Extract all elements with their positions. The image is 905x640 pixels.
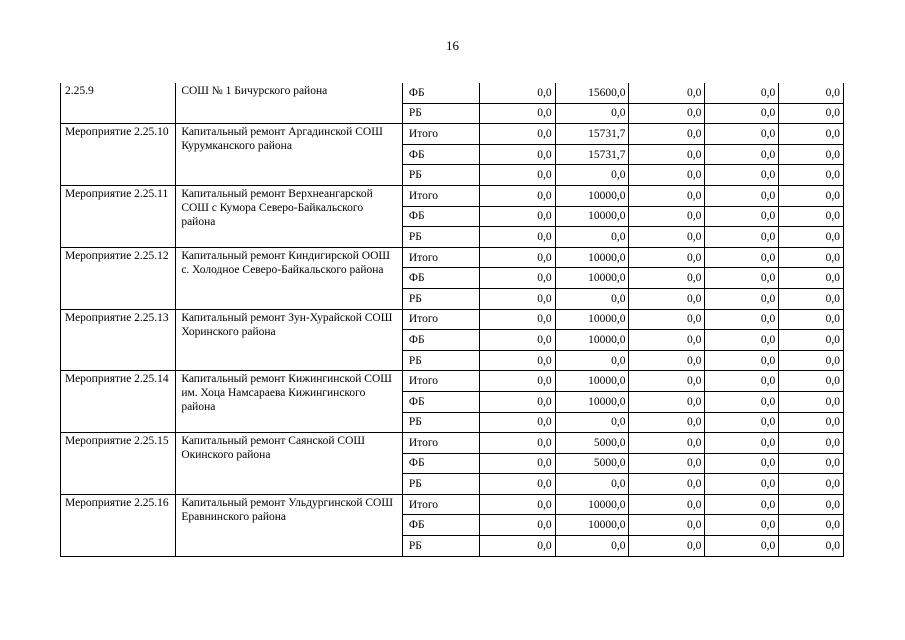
amount-cell: 10000,0: [555, 206, 629, 227]
table-row: [61, 371, 844, 392]
amount-cell: 0,0: [479, 268, 555, 289]
amount-cell: 0,0: [705, 83, 779, 103]
funding-source: РБ: [402, 536, 479, 557]
funding-source: Итого: [402, 371, 479, 392]
funding-source: ФБ: [402, 144, 479, 165]
amount-cell: 0,0: [705, 515, 779, 536]
table-row: [61, 83, 844, 103]
amount-cell: 10000,0: [555, 391, 629, 412]
page-number: 16: [446, 38, 459, 53]
amount-cell: 0,0: [779, 350, 844, 371]
funding-source: Итого: [402, 185, 479, 206]
activity-code: Мероприятие 2.25.15: [61, 433, 176, 495]
amount-cell: 0,0: [705, 474, 779, 495]
amount-cell: 0,0: [779, 309, 844, 330]
amount-cell: 0,0: [479, 83, 555, 103]
amount-cell: 0,0: [779, 391, 844, 412]
amount-cell: 0,0: [779, 227, 844, 248]
amount-cell: 0,0: [705, 144, 779, 165]
amount-cell: 0,0: [779, 165, 844, 186]
funding-source: ФБ: [402, 391, 479, 412]
amount-cell: 0,0: [629, 206, 705, 227]
funding-source: РБ: [402, 165, 479, 186]
amount-cell: 0,0: [479, 165, 555, 186]
funding-source: ФБ: [402, 330, 479, 351]
activity-code: Мероприятие 2.25.12: [61, 247, 176, 309]
table-row: [61, 433, 844, 454]
amount-cell: 10000,0: [555, 309, 629, 330]
amount-cell: 0,0: [479, 494, 555, 515]
amount-cell: 0,0: [629, 350, 705, 371]
amount-cell: 0,0: [629, 391, 705, 412]
activity-code: Мероприятие 2.25.10: [61, 124, 176, 186]
funding-source: Итого: [402, 494, 479, 515]
amount-cell: 0,0: [555, 474, 629, 495]
amount-cell: 0,0: [629, 103, 705, 124]
amount-cell: 0,0: [629, 144, 705, 165]
activity-name: Капитальный ремонт Кижингинской СОШ им. Хоца Намсараева Кижингинского района: [176, 371, 403, 433]
table-row: [61, 185, 844, 206]
activity-code: Мероприятие 2.25.11: [61, 185, 176, 247]
amount-cell: 0,0: [779, 536, 844, 557]
amount-cell: 0,0: [555, 412, 629, 433]
amount-cell: 0,0: [779, 103, 844, 124]
amount-cell: 0,0: [479, 371, 555, 392]
amount-cell: 0,0: [779, 453, 844, 474]
amount-cell: 0,0: [779, 474, 844, 495]
amount-cell: 0,0: [705, 453, 779, 474]
activity-name: Капитальный ремонт Аргадинской СОШ Курумканского района: [176, 124, 403, 186]
amount-cell: 0,0: [629, 453, 705, 474]
amount-cell: 10000,0: [555, 515, 629, 536]
amount-cell: 0,0: [779, 494, 844, 515]
amount-cell: 0,0: [705, 247, 779, 268]
amount-cell: 0,0: [629, 412, 705, 433]
amount-cell: 0,0: [705, 412, 779, 433]
amount-cell: 0,0: [555, 536, 629, 557]
activity-name: Капитальный ремонт Зун-Хурайской СОШ Хоринского района: [176, 309, 403, 371]
funding-source: ФБ: [402, 206, 479, 227]
amount-cell: 0,0: [555, 288, 629, 309]
amount-cell: 0,0: [479, 350, 555, 371]
amount-cell: 15600,0: [555, 83, 629, 103]
amount-cell: 0,0: [705, 371, 779, 392]
amount-cell: 0,0: [479, 144, 555, 165]
amount-cell: 0,0: [705, 165, 779, 186]
amount-cell: 0,0: [779, 412, 844, 433]
amount-cell: 0,0: [779, 433, 844, 454]
amount-cell: 0,0: [479, 515, 555, 536]
amount-cell: 0,0: [779, 124, 844, 145]
amount-cell: 0,0: [779, 247, 844, 268]
amount-cell: 0,0: [705, 330, 779, 351]
amount-cell: 0,0: [629, 330, 705, 351]
amount-cell: 0,0: [479, 247, 555, 268]
amount-cell: 10000,0: [555, 247, 629, 268]
table-row: [61, 247, 844, 268]
activity-code: Мероприятие 2.25.13: [61, 309, 176, 371]
funding-source: РБ: [402, 288, 479, 309]
amount-cell: 0,0: [779, 330, 844, 351]
amount-cell: 0,0: [479, 185, 555, 206]
amount-cell: 0,0: [479, 391, 555, 412]
amount-cell: 0,0: [779, 144, 844, 165]
table-row: [61, 124, 844, 145]
amount-cell: 0,0: [705, 185, 779, 206]
amount-cell: 0,0: [479, 103, 555, 124]
amount-cell: 5000,0: [555, 453, 629, 474]
amount-cell: 0,0: [629, 185, 705, 206]
amount-cell: 0,0: [629, 247, 705, 268]
amount-cell: 0,0: [705, 536, 779, 557]
amount-cell: 0,0: [629, 124, 705, 145]
amount-cell: 0,0: [555, 227, 629, 248]
amount-cell: 0,0: [705, 433, 779, 454]
amount-cell: 0,0: [629, 515, 705, 536]
amount-cell: 0,0: [779, 83, 844, 103]
amount-cell: 0,0: [629, 371, 705, 392]
amount-cell: 0,0: [479, 433, 555, 454]
amount-cell: 0,0: [705, 268, 779, 289]
funding-source: Итого: [402, 124, 479, 145]
amount-cell: 15731,7: [555, 124, 629, 145]
amount-cell: 0,0: [779, 515, 844, 536]
amount-cell: 0,0: [629, 536, 705, 557]
amount-cell: 0,0: [629, 227, 705, 248]
funding-source: РБ: [402, 412, 479, 433]
amount-cell: 0,0: [779, 288, 844, 309]
table-row: [61, 309, 844, 330]
amount-cell: 0,0: [629, 474, 705, 495]
funding-source: ФБ: [402, 453, 479, 474]
activity-name: Капитальный ремонт Верхнеангарской СОШ с Кумора Северо-Байкальского района: [176, 185, 403, 247]
amount-cell: 0,0: [705, 227, 779, 248]
amount-cell: 0,0: [705, 309, 779, 330]
funding-source: Итого: [402, 247, 479, 268]
amount-cell: 0,0: [705, 124, 779, 145]
amount-cell: 0,0: [629, 494, 705, 515]
funding-source: ФБ: [402, 268, 479, 289]
amount-cell: 0,0: [479, 124, 555, 145]
amount-cell: 0,0: [629, 83, 705, 103]
amount-cell: 0,0: [479, 309, 555, 330]
table-row: [61, 494, 844, 515]
amount-cell: 0,0: [629, 268, 705, 289]
amount-cell: 10000,0: [555, 268, 629, 289]
amount-cell: 0,0: [479, 536, 555, 557]
activity-name: Капитальный ремонт Саянской СОШ Окинского района: [176, 433, 403, 495]
activity-code: Мероприятие 2.25.14: [61, 371, 176, 433]
amount-cell: 10000,0: [555, 371, 629, 392]
amount-cell: 0,0: [705, 350, 779, 371]
activity-name: Капитальный ремонт Киндигирской ООШ с. Холодное Северо-Байкальского района: [176, 247, 403, 309]
amount-cell: 0,0: [555, 165, 629, 186]
amount-cell: 0,0: [629, 288, 705, 309]
amount-cell: 0,0: [705, 103, 779, 124]
amount-cell: 0,0: [629, 433, 705, 454]
activity-code: 2.25.9: [61, 83, 176, 124]
amount-cell: 0,0: [479, 288, 555, 309]
funding-source: РБ: [402, 227, 479, 248]
funding-source: РБ: [402, 103, 479, 124]
amount-cell: 0,0: [479, 474, 555, 495]
budget-table: [60, 83, 844, 557]
amount-cell: 0,0: [479, 227, 555, 248]
table-body: [61, 83, 844, 556]
amount-cell: 0,0: [555, 103, 629, 124]
amount-cell: 0,0: [629, 309, 705, 330]
amount-cell: 0,0: [779, 371, 844, 392]
amount-cell: 0,0: [705, 288, 779, 309]
funding-source: РБ: [402, 474, 479, 495]
amount-cell: 10000,0: [555, 185, 629, 206]
amount-cell: 15731,7: [555, 144, 629, 165]
amount-cell: 0,0: [479, 412, 555, 433]
activity-name: Капитальный ремонт Ульдургинской СОШ Еравнинского района: [176, 494, 403, 556]
funding-source: ФБ: [402, 83, 479, 103]
amount-cell: 0,0: [779, 206, 844, 227]
amount-cell: 0,0: [705, 494, 779, 515]
amount-cell: 0,0: [479, 206, 555, 227]
amount-cell: 0,0: [705, 391, 779, 412]
funding-source: РБ: [402, 350, 479, 371]
amount-cell: 0,0: [629, 165, 705, 186]
activity-name: СОШ № 1 Бичурского района: [176, 83, 403, 124]
amount-cell: 0,0: [479, 330, 555, 351]
amount-cell: 5000,0: [555, 433, 629, 454]
funding-source: Итого: [402, 309, 479, 330]
amount-cell: 0,0: [479, 453, 555, 474]
amount-cell: 0,0: [779, 185, 844, 206]
funding-source: Итого: [402, 433, 479, 454]
amount-cell: 0,0: [555, 350, 629, 371]
activity-code: Мероприятие 2.25.16: [61, 494, 176, 556]
amount-cell: 0,0: [705, 206, 779, 227]
amount-cell: 10000,0: [555, 330, 629, 351]
funding-source: ФБ: [402, 515, 479, 536]
amount-cell: 0,0: [779, 268, 844, 289]
amount-cell: 10000,0: [555, 494, 629, 515]
